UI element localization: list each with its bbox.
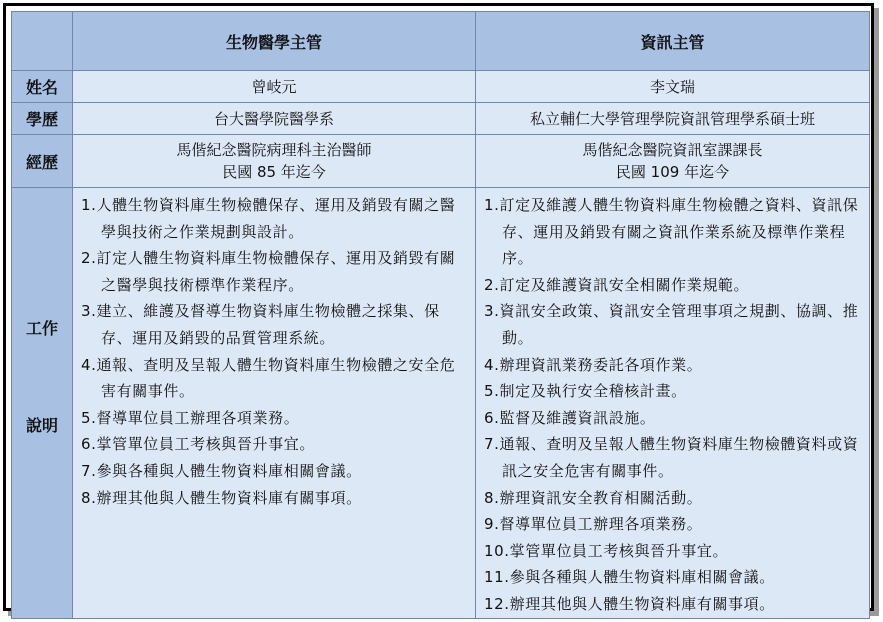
name-label: 姓名: [12, 71, 73, 103]
list-item: 1.訂定及維護人體生物資料庫生物檢體之資料、資訊保存、運用及銷毀有關之資訊作業系統及標準作業程序。: [484, 196, 859, 268]
corner-cell: [12, 12, 73, 71]
list-item: 6.掌管單位員工考核與晉升事宜。: [81, 435, 315, 454]
education-label: 學歷: [12, 103, 73, 135]
experience-col2-title: 馬偕紀念醫院資訊室課課長: [582, 141, 763, 159]
list-item: 5.督導單位員工辦理各項業務。: [81, 408, 300, 427]
experience-label: 經歷: [12, 135, 73, 188]
list-item: 4.通報、查明及呈報人體生物資料庫生物檢體之安全危害有關事件。: [81, 355, 456, 401]
name-col1: 曾岐元: [73, 71, 476, 103]
list-item: 4.辦理資訊業務委託各項作業。: [484, 355, 703, 374]
duties-label: [12, 188, 73, 619]
staff-table: [11, 11, 870, 619]
duties-label-work: 工作: [25, 319, 58, 338]
experience-col2: [476, 135, 870, 188]
list-item: 8.辦理資訊安全教育相關活動。: [484, 488, 703, 507]
list-item: 2.訂定人體生物資料庫生物檢體保存、運用及銷毀有關之醫學與技術標準作業程序。: [81, 249, 456, 294]
list-item: 10.掌管單位員工考核與晉升事宜。: [484, 541, 729, 560]
education-col1: 台大醫學院醫學系: [73, 103, 476, 135]
header-biomedical-director: 生物醫學主管: [73, 12, 476, 71]
list-item: 7.參與各種與人體生物資料庫相關會議。: [81, 461, 362, 480]
duties-label-description: 說明: [25, 416, 58, 435]
experience-col1: [73, 135, 476, 188]
experience-col2-period: 民國 109 年迄今: [615, 163, 730, 181]
list-item: 3.建立、維護及督導生物資料庫生物檢體之採集、保存、運用及銷毀的品質管理系統。: [81, 302, 440, 347]
list-item: 8.辦理其他與人體生物資料庫有關事項。: [81, 488, 362, 507]
education-col2: 私立輔仁大學管理學院資訊管理學系碩士班: [476, 103, 870, 135]
list-item: 2.訂定及維護資訊安全相關作業規範。: [484, 275, 750, 294]
education-row: [12, 103, 870, 135]
duties-col2-list: [476, 188, 869, 618]
experience-col1-title: 馬偕紀念醫院病理科主治醫師: [176, 141, 372, 159]
name-row: [12, 71, 870, 103]
list-item: 5.制定及執行安全稽核計畫。: [484, 382, 687, 401]
list-item: 12.辦理其他與人體生物資料庫有關事項。: [484, 594, 775, 613]
experience-col1-period: 民國 85 年迄今: [222, 163, 326, 181]
table-frame: [3, 3, 874, 611]
duties-col2: [476, 188, 870, 619]
experience-row: [12, 135, 870, 188]
duties-col1: [73, 188, 476, 619]
name-col2: 李文瑞: [476, 71, 870, 103]
list-item: 6.監督及維護資訊設施。: [484, 408, 656, 427]
list-item: 9.督導單位員工辦理各項業務。: [484, 515, 703, 534]
duties-col1-list: [73, 188, 475, 511]
list-item: 1.人體生物資料庫生物檢體保存、運用及銷毀有關之醫學與技術之作業規劃與設計。: [81, 196, 456, 241]
duties-row: [12, 188, 870, 619]
list-item: 11.參與各種與人體生物資料庫相關會議。: [484, 568, 775, 587]
list-item: 7.通報、查明及呈報人體生物資料庫生物檢體資料或資訊之安全危害有關事件。: [484, 435, 859, 480]
header-it-director: 資訊主管: [476, 12, 870, 71]
header-row: [12, 12, 870, 71]
list-item: 3.資訊安全政策、資訊安全管理事項之規劃、協調、推動。: [484, 302, 859, 347]
